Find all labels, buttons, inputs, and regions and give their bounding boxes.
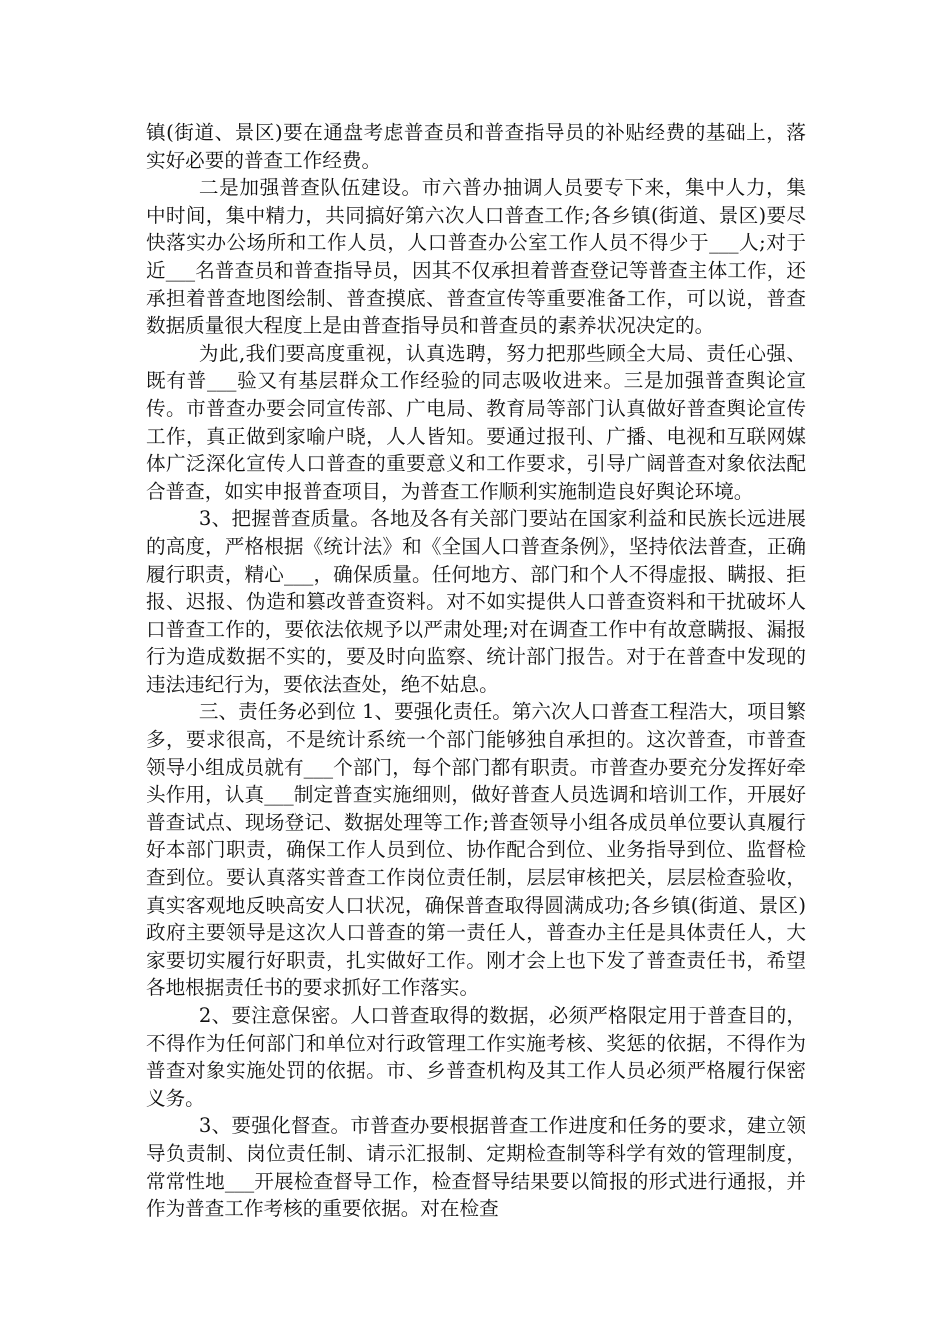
document-page: [146, 119, 806, 1223]
paragraph-funding-continuation: 镇(街道、景区)要在通盘考虑普查员和普查指导员的补贴经费的基础上，落实好必要的普查工作经费。: [146, 121, 806, 172]
paragraph-confidentiality: 2、要注意保密。人口普查取得的数据，必须严格限定用于普查目的，不得作为任何部门和单位对行政管理工作实施考核、奖惩的依据，不得作为普查对象实施处罚的依据。市、乡普查机构及其工作人员必须严格履行保密义务。: [146, 1004, 806, 1110]
paragraph-supervision: 3、要强化督查。市普查办要根据普查工作进度和任务的要求，建立领导负责制、岗位责任制、请示汇报制、定期检查制等科学有效的管理制度，常常性地___开展检查督导工作，检查督导结果要以简报的形式进行通报，并作为普查工作考核的重要依据。对在检查: [146, 1114, 806, 1221]
paragraph-responsibility: 三、责任务必到位 1、要强化责任。第六次人口普查工程浩大，项目繁多，要求很高，不是统计系统一个部门能够独自承担的。这次普查，市普查领导小组成员就有___个部门，每个部门都有职责。市普查办要充分发挥好牵头作用，认真___制定普查实施细则，做好普查人员选调和培训工作，开展好普查试点、现场登记、数据处理等工作;普查领导小组各成员单位要认真履行好本部门职责，确保工作人员到位、协作配合到位、业务指导到位、监督检查到位。要认真落实普查工作岗位责任制，层层审核把关，层层检查验收，真实客观地反映高安人口状况，确保普查取得圆满成功;各乡镇(街道、景区)政府主要领导是这次人口普查的第一责任人，普查办主任是具体责任人，大家要切实履行好职责，扎实做好工作。刚才会上也下发了普查责任书，希望各地根据责任书的要求抓好工作落实。: [146, 700, 806, 1000]
paragraph-team-building: 二是加强普查队伍建设。市六普办抽调人员要专下来，集中人力，集中时间，集中精力，共同搞好第六次人口普查工作;各乡镇(街道、景区)要尽快落实办公场所和工作人员，人口普查办公室工作人员不得少于___人;对于近___名普查员和普查指导员，因其不仅承担着普查登记等普查主体工作，还承担着普查地图绘制、普查摸底、普查宣传等重要准备工作，可以说，普查数据质量很大程度上是由普查指导员和普查员的素养状况决定的。: [146, 176, 806, 338]
paragraph-publicity: 为此,我们要高度重视，认真选聘，努力把那些顾全大局、责任心强、既有普___验又有基层群众工作经验的同志吸收进来。三是加强普查舆论宣传。市普查办要会同宣传部、广电局、教育局等部门认真做好普查舆论宣传工作，真正做到家喻户晓，人人皆知。要通过报刊、广播、电视和互联网媒体广泛深化宣传人口普查的重要意义和工作要求，引导广阔普查对象依法配合普查，如实申报普查项目，为普查工作顺利实施制造良好舆论环境。: [146, 341, 806, 503]
paragraph-quality: 3、把握普查质量。各地及各有关部门要站在国家利益和民族长远进展的高度，严格根据《统计法》和《全国人口普查条例》，坚持依法普查，正确履行职责，精心___，确保质量。任何地方、部门和个人不得虚报、瞒报、拒报、迟报、伪造和篡改普查资料。对不如实提供人口普查资料和干扰破坏人口普查工作的，要依法依规予以严肃处理;对在调查工作中有故意瞒报、漏报行为造成数据不实的，要及时向监察、统计部门报告。对于在普查中发现的违法违纪行为，要依法查处，绝不姑息。: [146, 507, 806, 696]
